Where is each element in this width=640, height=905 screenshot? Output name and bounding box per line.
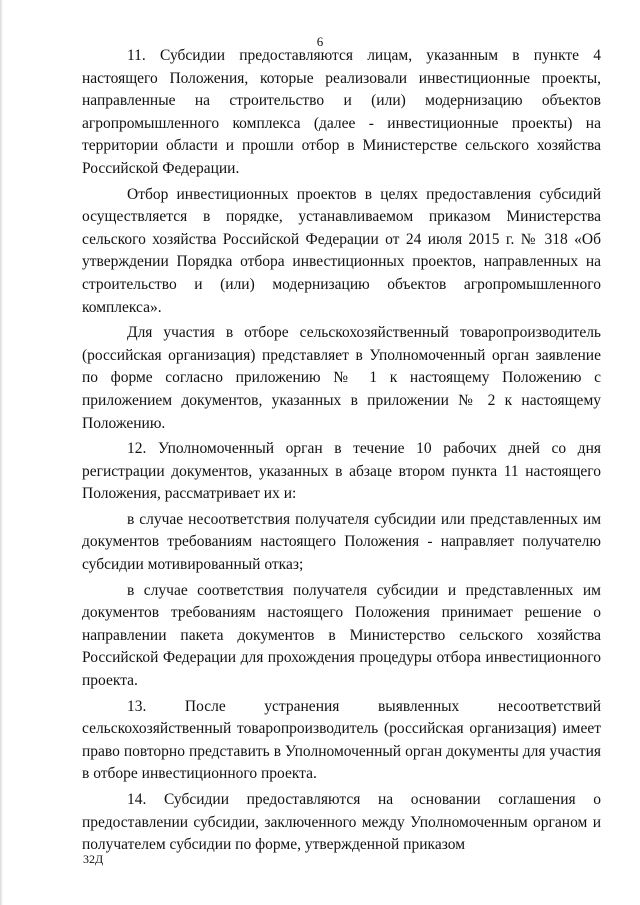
footer-code: 32Д	[83, 852, 104, 866]
paragraph-clause-12: 12. Уполномоченный орган в течение 10 рабочих дней со дня регистрации документов, указанных в абзаце втором пункта 11 настоящего Положения, рассматривает их и:	[82, 440, 601, 503]
paragraph-clause-14: 14. Субсидии предоставляются на основании соглашения о предоставлении субсидии, заключенного между Уполномоченным органом и получателем субсидии по форме, утвержденной приказом	[82, 791, 601, 854]
paragraph-approval-case: в случае соответствия получателя субсидии и представленных им документов требованиям настоящего Положения принимает решение о направлении пакета документов в Министерство сельского хозяйства Российской Федерации для прохождения процедуры отбора инвестиционного проекта.	[82, 581, 601, 690]
page-number: 6	[316, 34, 324, 49]
paragraph-refusal-case: в случае несоответствия получателя субсидии или представленных им документов требованиям настоящего Положения - направляет получателю субсидии мотивированный отказ;	[82, 510, 601, 574]
paragraph-participation: Для участия в отборе сельскохозяйственный товаропроизводитель (российская организация) представляет в Уполномоченный орган заявление по форме согласно приложению № 1 к настоящему Положению с приложением документов, указанных в приложении № 2 к настоящему Положению.	[82, 324, 601, 432]
paragraph-clause-11: 11. Субсидии предоставляются лицам, указанным в пункте 4 настоящего Положения, которые реализовали инвестиционные проекты, направленные на строительство и (или) модернизацию объектов агропромышленного комплекса (далее - инвестиционные проекты) на территории области и прошли отбор в Министерстве сельского хозяйства Российской Федерации.	[82, 47, 601, 177]
paragraph-clause-13: 13. После устранения выявленных несоответствий сельскохозяйственный товаропроизводитель (российская организация) имеет право повторно представить в Уполномоченный орган документы для участия в отборе инвестиционного проекта.	[82, 697, 601, 783]
scan-edge	[0, 0, 3, 905]
document-body	[82, 45, 601, 860]
paragraph-selection-procedure: Отбор инвестиционных проектов в целях предоставления субсидий осуществляется в порядке, устанавливаемом приказом Министерства сельского хозяйства Российской Федерации от 24 июля 2015 г. № 318 «Об утверждении Порядка отбора инвестиционных проектов, направленных на строительство и (или) модернизацию объектов агропромышленного комплекса».	[82, 185, 601, 316]
